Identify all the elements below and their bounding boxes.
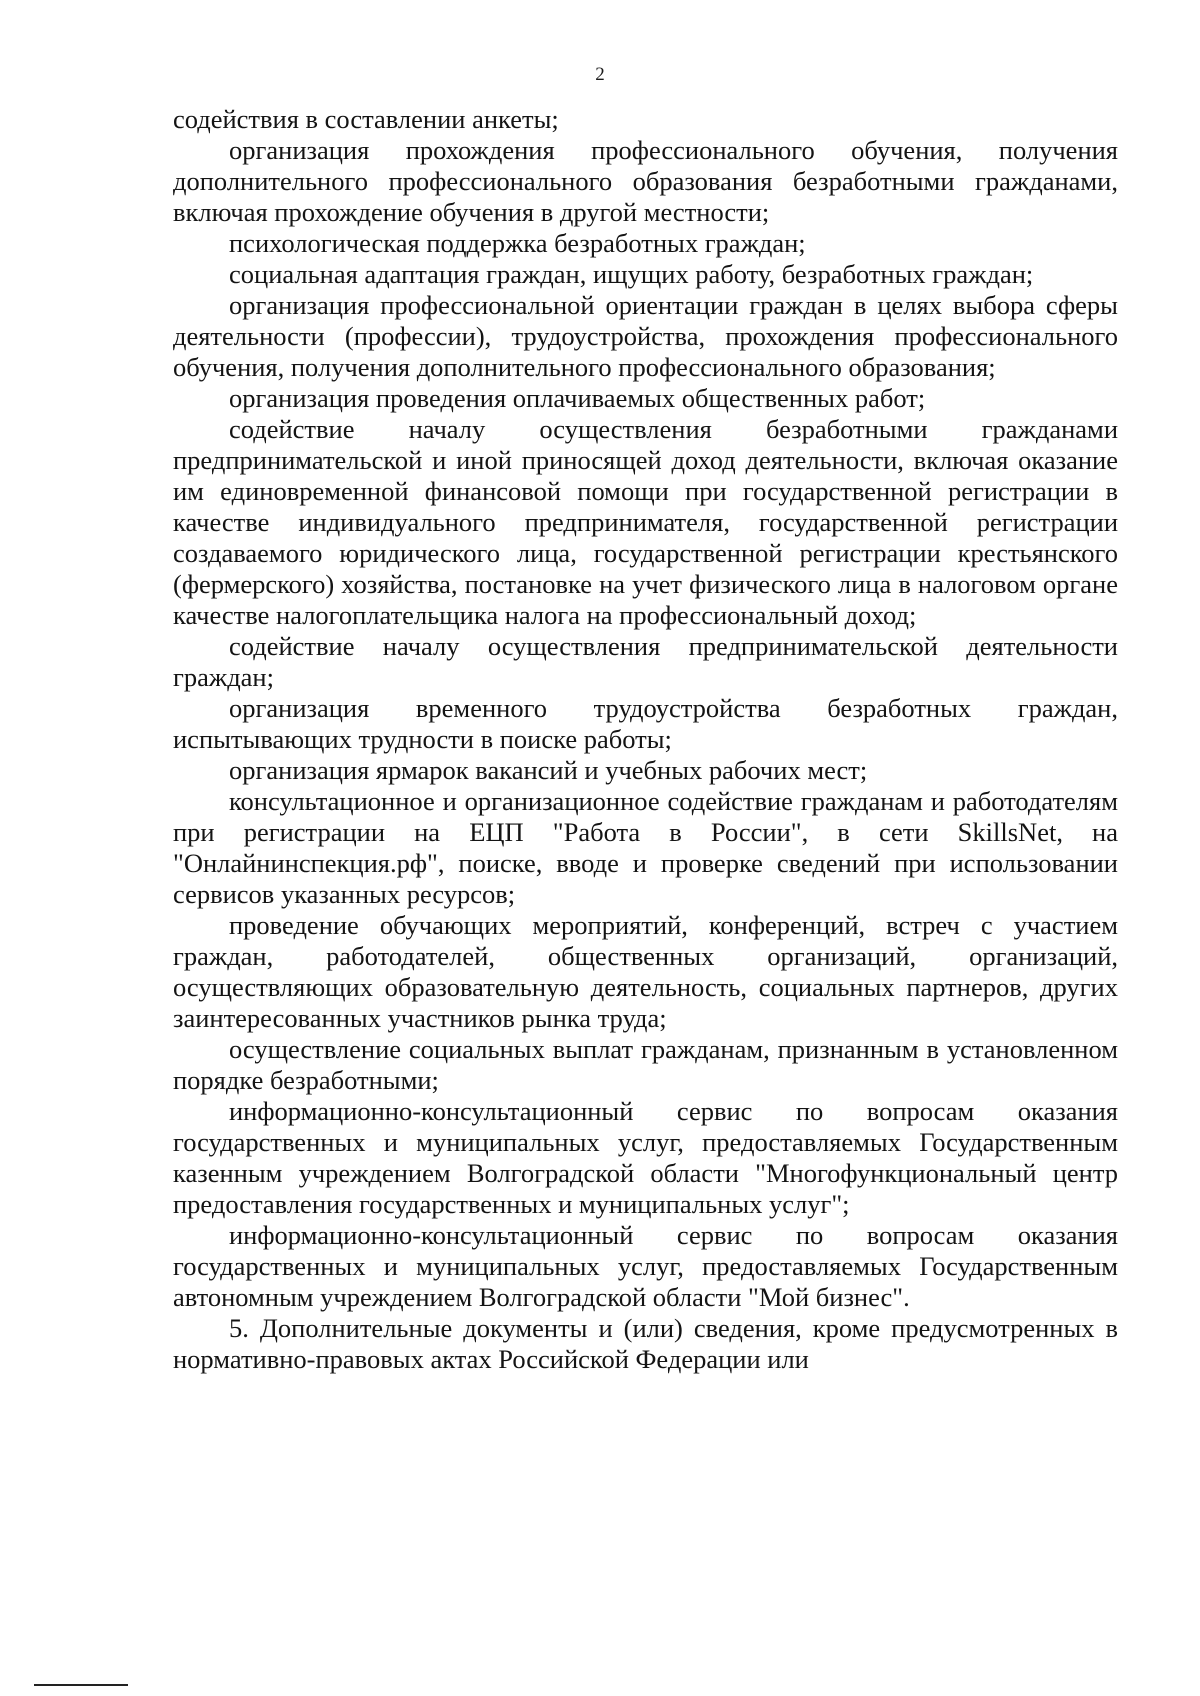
document-body	[173, 104, 1118, 1375]
paragraph: организация прохождения профессионального обучения, получения дополнительного профессионального образования безработными гражданами, включая прохождение обучения в другой местности;	[173, 135, 1118, 227]
page-number: 2	[595, 64, 605, 85]
paragraph: консультационное и организационное содействие гражданам и работодателям при регистрации на ЕЦП "Работа в России", в сети SkillsNet, на "Онлайнинспекция.рф", поиске, вводе и проверке сведений при использовании сервисов указанных ресурсов;	[173, 786, 1118, 909]
numbered-paragraph: 5. Дополнительные документы и (или) сведения, кроме предусмотренных в нормативно-правовых актах Российской Федерации или	[173, 1313, 1118, 1374]
paragraph: социальная адаптация граждан, ищущих работу, безработных граждан;	[229, 259, 1034, 289]
paragraph: организация проведения оплачиваемых общественных работ;	[229, 383, 926, 413]
paragraph: содействие началу осуществления предпринимательской деятельности граждан;	[173, 631, 1118, 692]
paragraph: психологическая поддержка безработных граждан;	[229, 228, 806, 258]
paragraph: организация ярмарок вакансий и учебных рабочих мест;	[229, 755, 868, 785]
paragraph: содействие началу осуществления безработными гражданами предпринимательской и иной приносящей доход деятельности, включая оказание им единовременной финансовой помощи при государственной регистрации в качестве индивидуального предпринимателя, государственной регистрации создаваемого юридического лица, государственной регистрации крестьянского (фермерского) хозяйства, постановке на учет физического лица в налоговом органе качестве налогоплательщика налога на профессиональный доход;	[173, 414, 1118, 630]
paragraph: информационно-консультационный сервис по вопросам оказания государственных и муниципальных услуг, предоставляемых Государственным казенным учреждением Волгоградской области "Многофункциональный центр предоставления государственных и муниципальных услуг";	[173, 1096, 1118, 1219]
paragraph: проведение обучающих мероприятий, конференций, встреч с участием граждан, работодателей, общественных организаций, организаций, осуществляющих образовательную деятельность, социальных партнеров, других заинтересованных участников рынка труда;	[173, 910, 1118, 1033]
paragraph: содействия в составлении анкеты;	[173, 104, 559, 134]
paragraph: информационно-консультационный сервис по вопросам оказания государственных и муниципальных услуг, предоставляемых Государственным автономным учреждением Волгоградской области "Мой бизнес".	[173, 1220, 1118, 1312]
footer-rule	[34, 1684, 128, 1686]
paragraph: организация временного трудоустройства безработных граждан, испытывающих трудности в поиске работы;	[173, 693, 1118, 754]
paragraph: осуществление социальных выплат гражданам, признанным в установленном порядке безработными;	[173, 1034, 1118, 1095]
paragraph: организация профессиональной ориентации граждан в целях выбора сферы деятельности (профессии), трудоустройства, прохождения профессионального обучения, получения дополнительного профессионального образования;	[173, 290, 1118, 382]
